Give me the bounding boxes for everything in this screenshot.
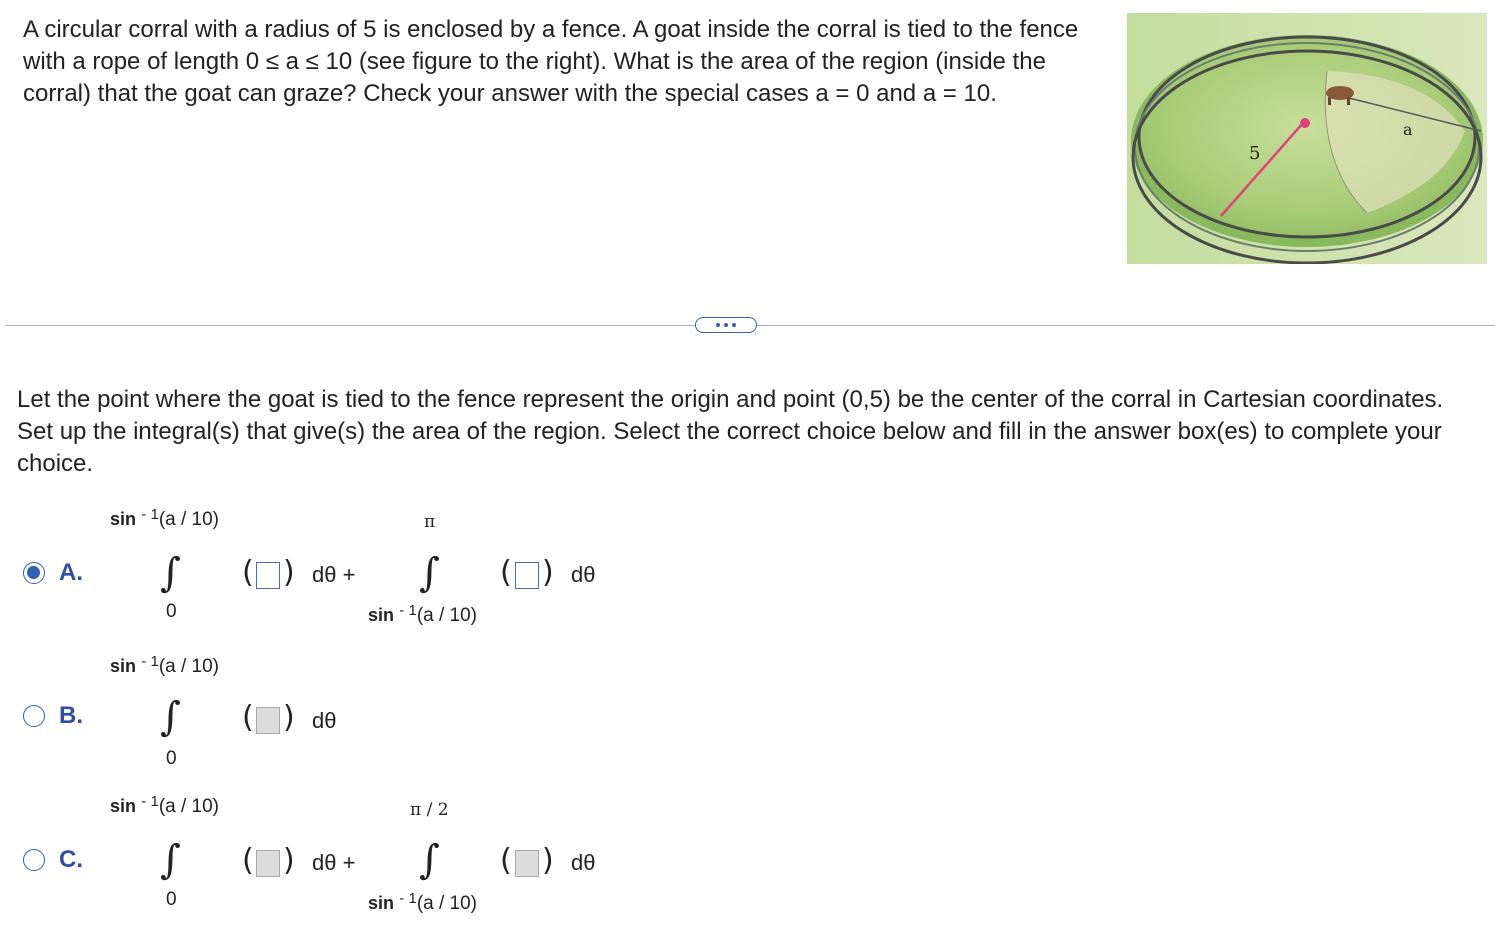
right-paren: )	[283, 843, 295, 878]
rope-label: a	[1403, 120, 1413, 139]
left-paren: (	[242, 555, 254, 590]
choice-c-answer-box-1[interactable]	[256, 850, 280, 877]
expand-more-button[interactable]	[695, 317, 757, 333]
choice-c-differential-2: dθ	[571, 850, 596, 875]
left-paren: (	[500, 555, 512, 590]
integral-sign: ∫	[419, 550, 440, 596]
integral-sign: ∫	[160, 837, 181, 883]
corral-figure	[1127, 13, 1487, 264]
integral-sign: ∫	[160, 550, 181, 596]
ellipsis-icon	[716, 323, 736, 327]
left-paren: (	[500, 843, 512, 878]
integral-sign: ∫	[160, 694, 181, 740]
choice-a-differential-2: dθ	[571, 562, 596, 587]
choice-c-answer-box-2[interactable]	[515, 850, 539, 877]
instructions-text: Let the point where the goat is tied to the fence represent the origin and point (0,5) be the center of the corral in Cartesian coordinates. Set up the integral(s) that give(s) the area of the region. Select the correct choice below and fill in the answer box(es) to complete your choice.	[17, 386, 1444, 477]
choice-a-answer-box-1[interactable]	[256, 562, 280, 589]
choice-a-differential-1: dθ +	[312, 562, 356, 587]
right-paren: )	[542, 843, 554, 878]
choice-b-int1-lower-limit: 0	[166, 748, 177, 769]
choice-a-answer-box-2[interactable]	[515, 562, 539, 589]
radius-label: 5	[1249, 143, 1261, 164]
choice-c-int1-upper-limit: sin $^{- 1}$(a / 10)	[110, 793, 220, 817]
choice-b-answer-box-1[interactable]	[256, 707, 280, 734]
right-paren: )	[283, 700, 295, 735]
choice-a-label: A.	[59, 559, 83, 586]
right-paren: )	[283, 555, 295, 590]
choice-c-label: C.	[59, 846, 83, 873]
choice-a-int1-lower-limit: 0	[166, 601, 177, 622]
choice-a-int2-lower-limit: sin $^{- 1}$(a / 10)	[368, 602, 478, 626]
integral-sign: ∫	[419, 837, 440, 883]
choice-b-differential-1: dθ	[312, 708, 337, 733]
corral-illustration	[1127, 13, 1487, 264]
right-paren: )	[542, 555, 554, 590]
choice-c-int2-lower-limit: sin $^{- 1}$(a / 10)	[368, 890, 478, 914]
choice-a-int1-upper-limit: sin $^{- 1}$(a / 10)	[110, 506, 220, 530]
left-paren: (	[242, 700, 254, 735]
choice-c-int2-upper-limit: π / 2	[410, 800, 449, 820]
choice-b-label: B.	[59, 702, 83, 729]
left-paren: (	[242, 843, 254, 878]
problem-text: A circular corral with a radius of 5 is enclosed by a fence. A goat inside the corral is tied to the fence with a rope of length 0 ≤ a ≤ 10 (see figure to the right). What is the area of the region (inside the corral) that the goat can graze? Check your answer with the special cases a = 0 and a = 10.	[23, 16, 1079, 107]
choice-a-int2-upper-limit: π	[424, 512, 436, 532]
choice-b-int1-upper-limit: sin $^{- 1}$(a / 10)	[110, 653, 220, 677]
choice-a-radio[interactable]	[23, 562, 45, 584]
choice-c-radio[interactable]	[23, 849, 45, 871]
choice-c-differential-1: dθ +	[312, 850, 356, 875]
choice-b-radio[interactable]	[23, 705, 45, 727]
choice-c-int1-lower-limit: 0	[166, 889, 177, 910]
